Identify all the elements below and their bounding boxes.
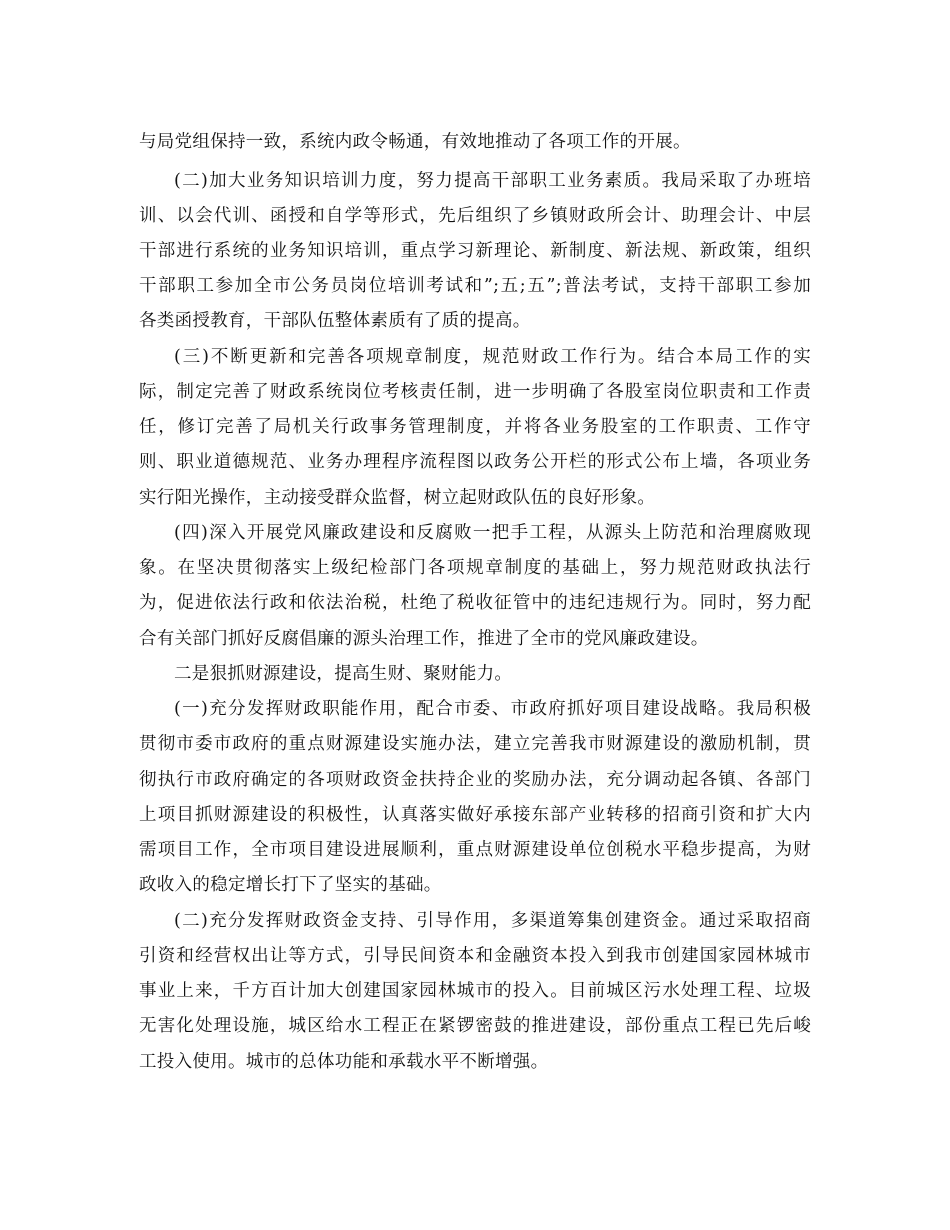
text-line: 贯彻市委市政府的重点财源建设实施办法，建立完善我市财源建设的激励机制，贯: [139, 734, 811, 754]
text-line: 需项目工作，全市项目建设进展顺利，重点财源建设单位创税水平稳步提高，为财: [139, 840, 811, 860]
text-line: (二)充分发挥财政资金支持、引导作用，多渠道筹集创建资金。通过采取招商: [174, 911, 811, 931]
text-line: 干部职工参加全市公务员岗位培训考试和”;五;五”;普法考试，支持干部职工参加: [139, 276, 811, 296]
text-line: 象。在坚决贯彻落实上级纪检部门各项规章制度的基础上，努力规范财政执法行: [139, 558, 811, 578]
text-line: 合有关部门抓好反腐倡廉的源头治理工作，推进了全市的党风廉政建设。: [139, 629, 709, 649]
text-line: 干部进行系统的业务知识培训，重点学习新理论、新制度、新法规、新政策，组织: [139, 241, 811, 261]
text-line: 上项目抓财源建设的积极性，认真落实做好承接东部产业转移的招商引资和扩大内: [139, 805, 811, 825]
text-line: 工投入使用。城市的总体功能和承载水平不断增强。: [139, 1052, 549, 1072]
text-line: 事业上来，千方百计加大创建国家园林城市的投入。目前城区污水处理工程、垃圾: [139, 981, 811, 1001]
text-line: 实行阳光操作，主动接受群众监督，树立起财政队伍的良好形象。: [139, 488, 656, 508]
text-line: 与局党组保持一致，系统内政令畅通，有效地推动了各项工作的开展。: [139, 132, 691, 152]
text-line: 政收入的稳定增长打下了坚实的基础。: [139, 875, 442, 895]
section-heading: 二是狠抓财源建设，提高生财、聚财能力。: [174, 664, 513, 684]
text-line: 训、以会代训、函授和自学等形式，先后组织了乡镇财政所会计、助理会计、中层: [139, 206, 811, 226]
text-line: 任，修订完善了局机关行政事务管理制度，并将各业务股室的工作职责、工作守: [139, 417, 811, 437]
text-line: 为，促进依法行政和依法治税，杜绝了税收征管中的违纪违规行为。同时，努力配: [139, 593, 811, 613]
text-line: 彻执行市政府确定的各项财政资金扶持企业的奖励办法，充分调动起各镇、各部门: [139, 770, 811, 790]
text-line: (二)加大业务知识培训力度，努力提高干部职工业务素质。我局采取了办班培: [174, 171, 811, 191]
text-line: 际，制定完善了财政系统岗位考核责任制，进一步明确了各股室岗位职责和工作责: [139, 382, 811, 402]
text-line: 则、职业道德规范、业务办理程序流程图以政务公开栏的形式公布上墙，各项业务: [139, 452, 811, 472]
text-line: (三)不断更新和完善各项规章制度，规范财政工作行为。结合本局工作的实: [174, 347, 811, 367]
text-line: (四)深入开展党风廉政建设和反腐败一把手工程，从源头上防范和治理腐败现: [174, 523, 811, 543]
text-line: 无害化处理设施，城区给水工程正在紧锣密鼓的推进建设，部份重点工程已先后峻: [139, 1016, 811, 1036]
text-line: (一)充分发挥财政职能作用，配合市委、市政府抓好项目建设战略。我局积极: [174, 699, 811, 719]
text-line: 各类函授教育，干部队伍整体素质有了质的提高。: [139, 311, 531, 331]
text-line: 引资和经营权出让等方式，引导民间资本和金融资本投入到我市创建国家园林城市: [139, 946, 811, 966]
